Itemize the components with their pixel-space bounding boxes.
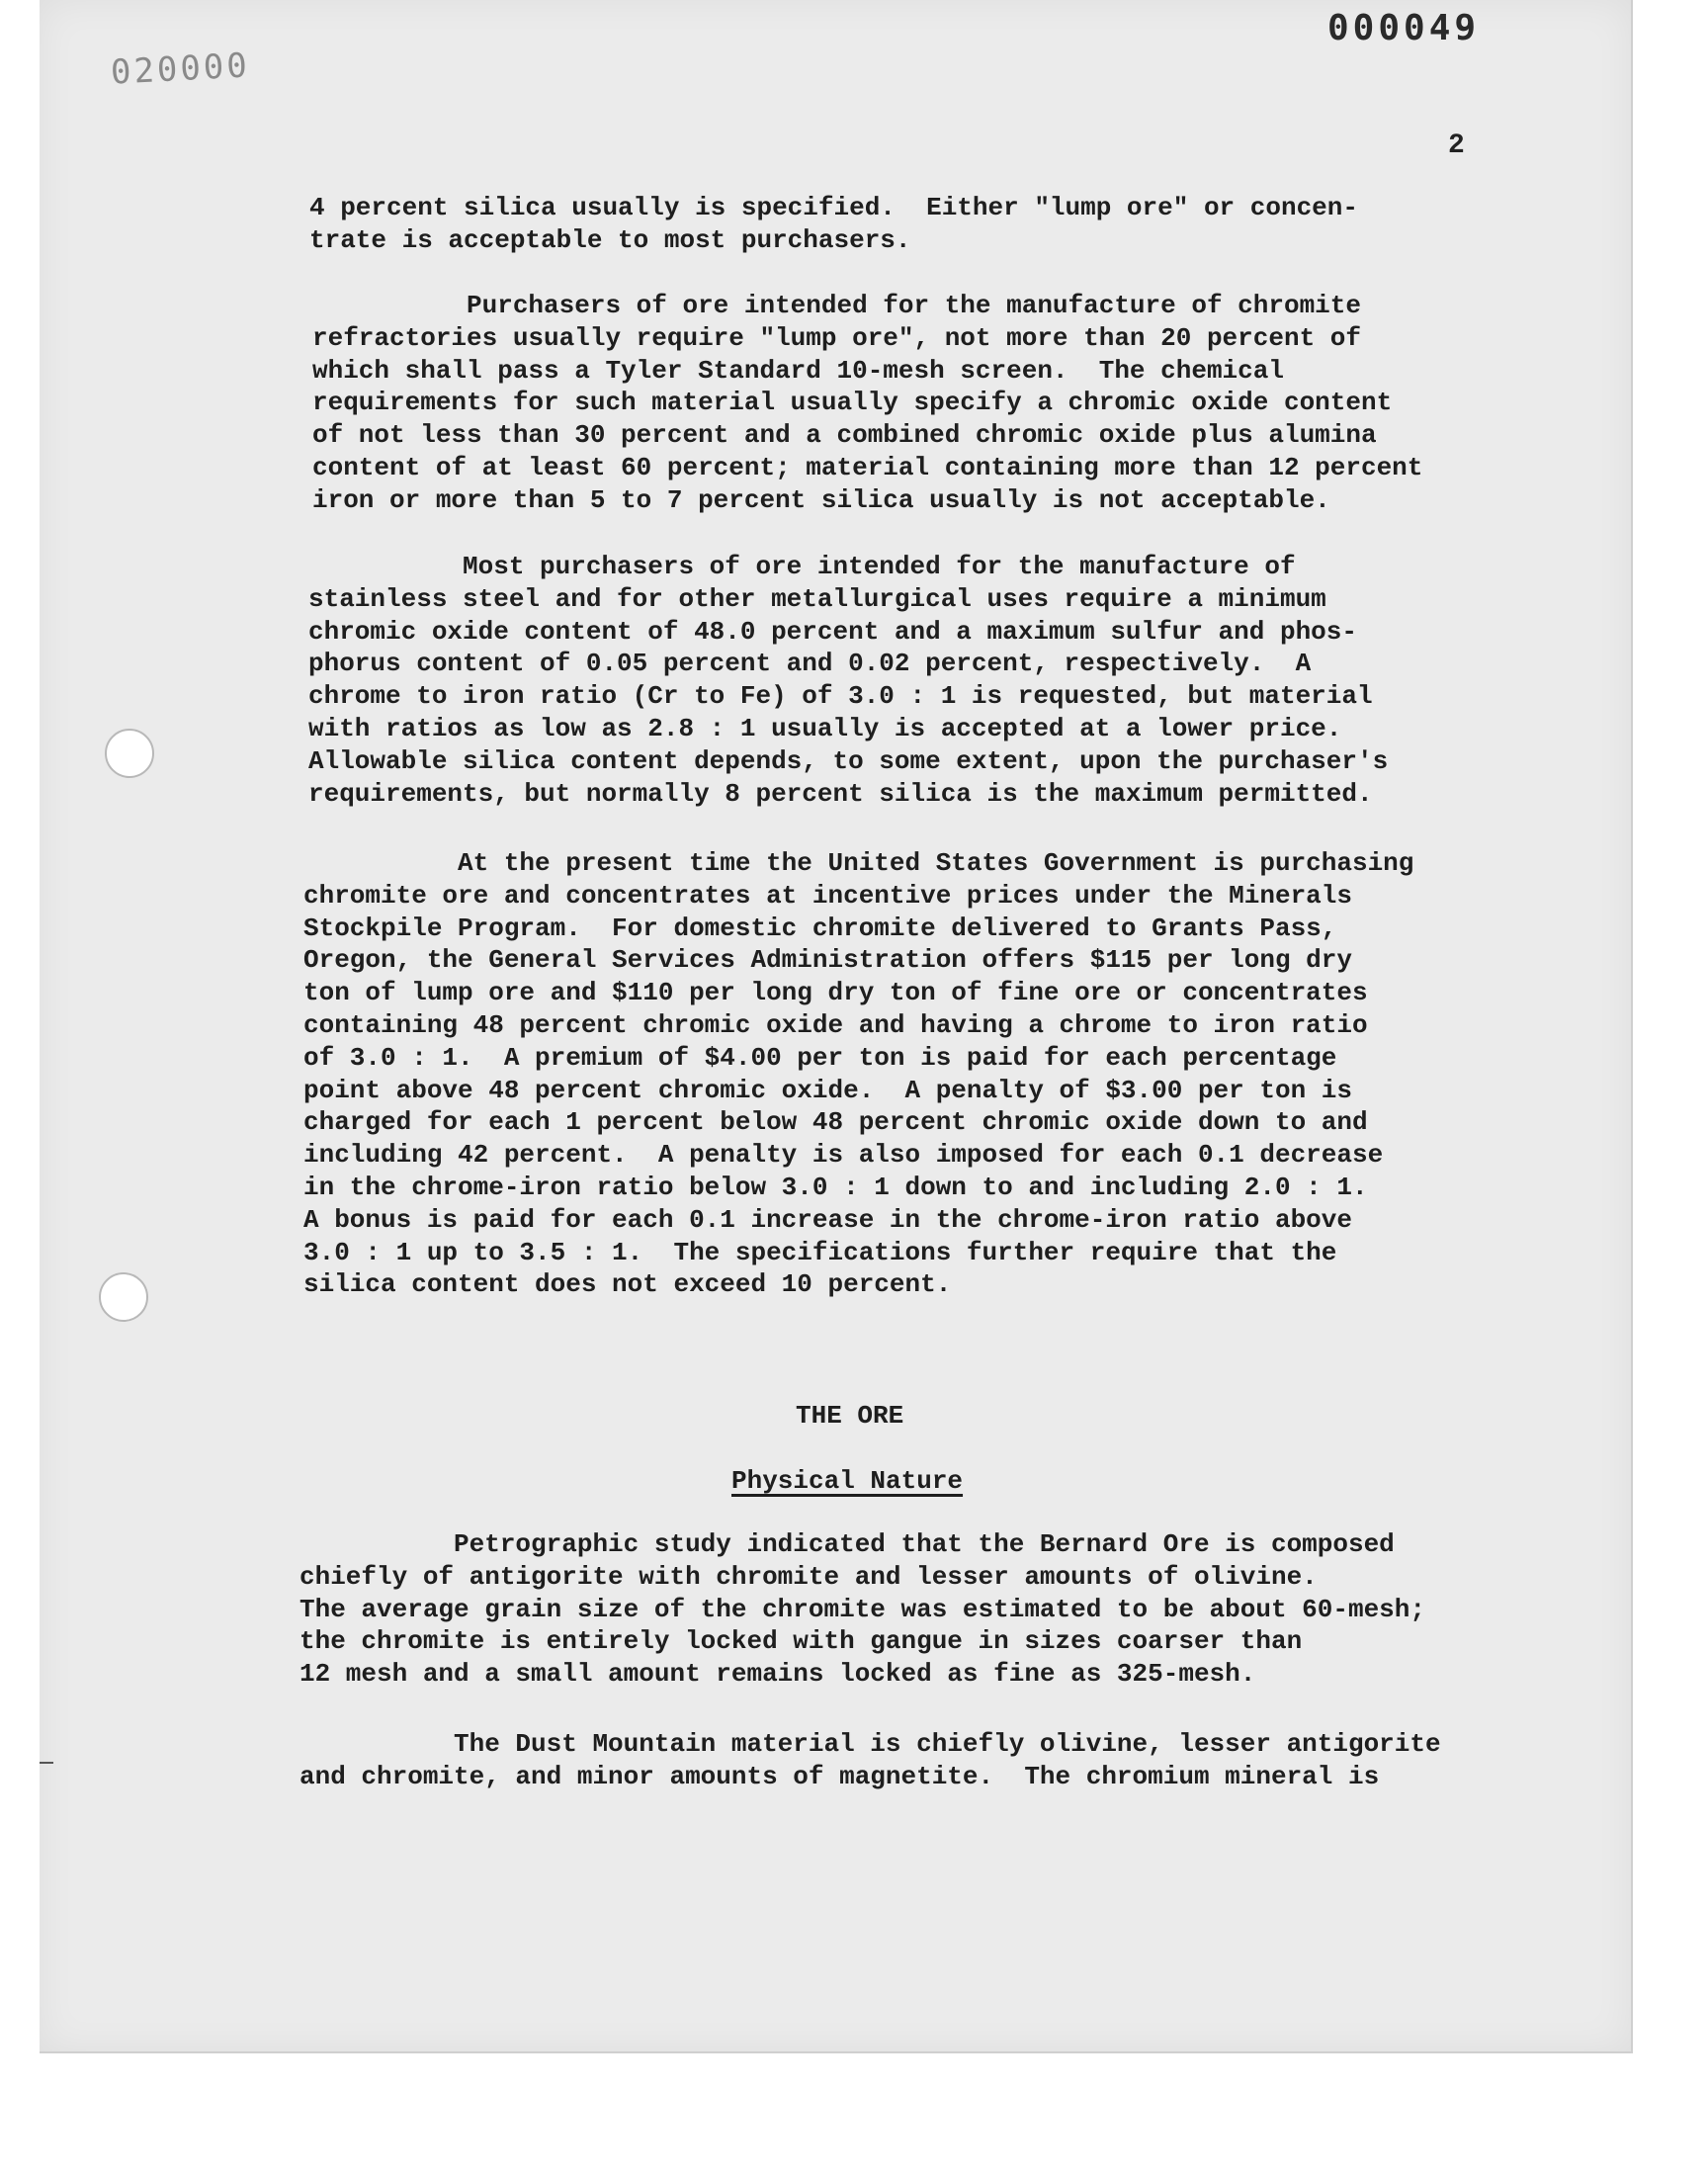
paragraph-bernard-ore: Petrographic study indicated that the Bernard Ore is composed chiefly of antigorite with chromite and lesser amounts of olivine. The average grain size of the chromite was estimated to be about 60-mesh; the chromite is entirely locked with gangue in sizes coarser than 12 mesh and a small amount remains locked as fine as 325-mesh.	[299, 1529, 1425, 1690]
paragraph-dust-mountain: The Dust Mountain material is chiefly olivine, lesser antigorite and chromite, and minor amounts of magnetite. The chromium mineral is	[299, 1729, 1441, 1791]
paragraph-metallurgical-requirements: Most purchasers of ore intended for the manufacture of stainless steel and for other metallurgical uses require a minimum chromic oxide content of 48.0 percent and a maximum sulfur and phos- phorus content of 0.05 percent and 0.02 percent, respectively. A chrome to iron ratio (Cr to Fe) of 3.0 : 1 is requested, but material with ratios as low as 2.8 : 1 usually is accepted at a lower price. Allowable silica content depends, to some extent, upon the purchaser's requirements, but normally 8 percent silica is the maximum permitted.	[308, 552, 1389, 809]
punch-hole	[99, 1272, 148, 1322]
faded-number-stamp: 020000	[110, 45, 251, 93]
subsection-heading: Physical Nature	[731, 1466, 964, 1496]
punch-hole	[105, 729, 154, 778]
margin-mark	[40, 1762, 53, 1764]
paragraph-government-purchasing: At the present time the United States Government is purchasing chromite ore and concentrates at incentive prices under the Minerals Stockpile Program. For domestic chromite delivered to Grants Pass, Oregon, the General Services Administration offers $115 per long dry ton of lump ore and $110 per long dry ton of fine ore or concentrates containing 48 percent chromic oxide and having a chrome to iron ratio of 3.0 : 1. A premium of $4.00 per ton is paid for each percentage point above 48 percent chromic oxide. A penalty of $3.00 per ton is charged for each 1 percent below 48 percent chromic oxide down to and including 42 percent. A penalty is also imposed for each 0.1 decrease in the chrome-iron ratio below 3.0 : 1 down to and including 2.0 : 1. A bonus is paid for each 0.1 increase in the chrome-iron ratio above 3.0 : 1 up to 3.5 : 1. The specifications further require that the silica content does not exceed 10 percent.	[303, 848, 1414, 1300]
paragraph-refractory-requirements: Purchasers of ore intended for the manufacture of chromite refractories usually require "lump ore", not more than 20 percent of which shall pass a Tyler Standard 10-mesh screen. The chemical requirements for such material usually specify a chromic oxide content of not less than 30 percent and a combined chromic oxide plus alumina content of at least 60 percent; material containing more than 12 percent iron or more than 5 to 7 percent silica usually is not acceptable.	[312, 291, 1423, 515]
document-number-stamp: 000049	[1327, 8, 1481, 48]
section-heading: THE ORE	[796, 1401, 904, 1431]
page-number: 2	[1448, 130, 1465, 161]
paragraph-continuation: 4 percent silica usually is specified. Either "lump ore" or concen- trate is acceptable to most purchasers.	[309, 193, 1358, 255]
